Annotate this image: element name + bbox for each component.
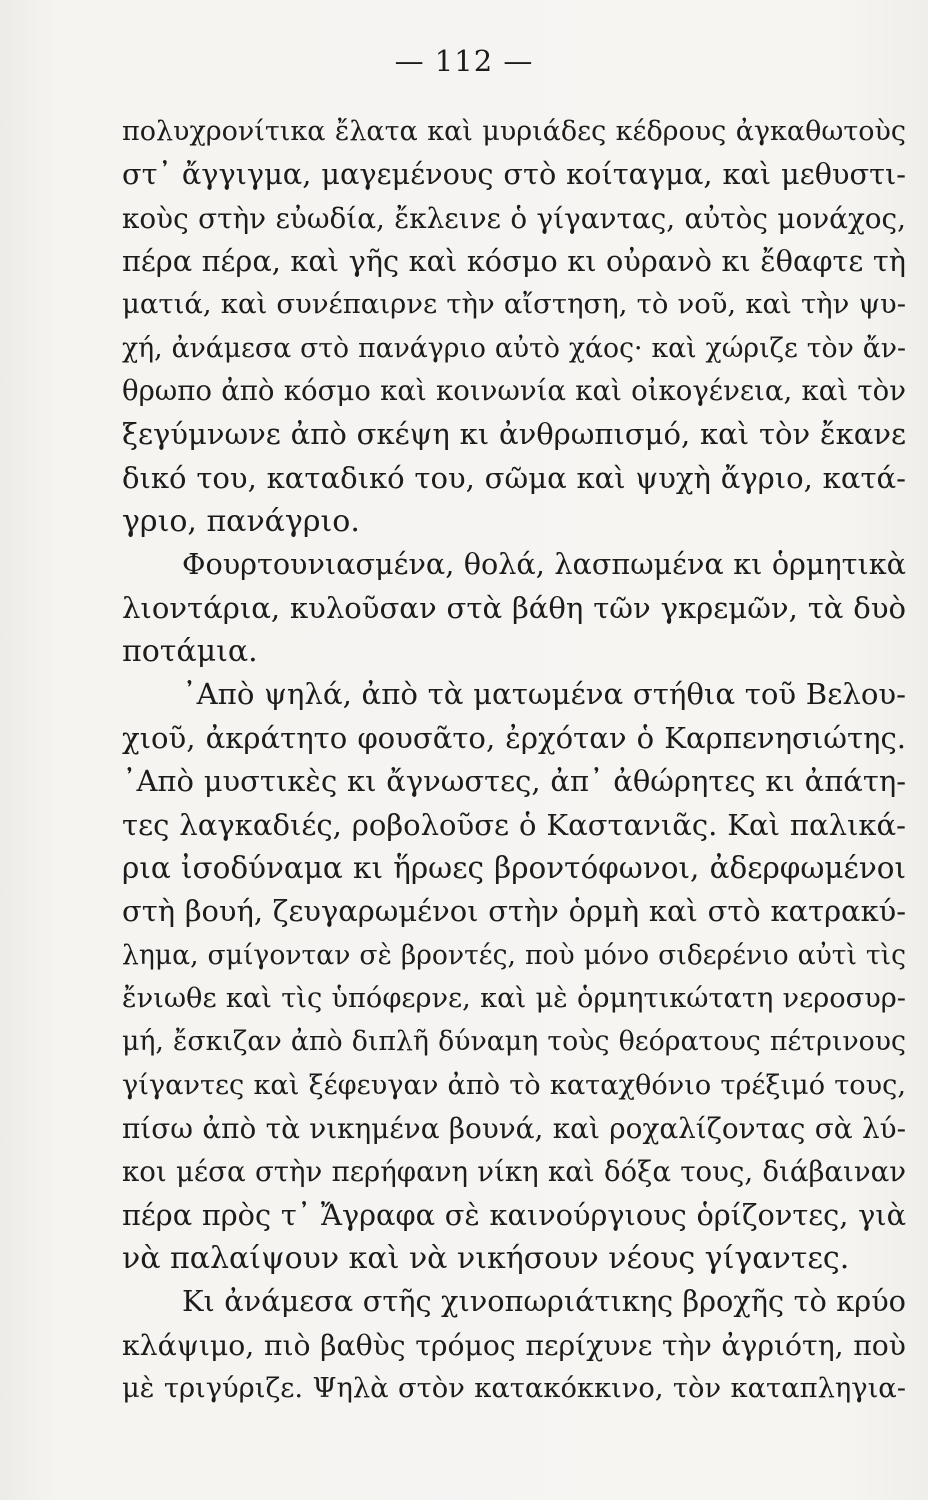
text-line: μὲ τριγύριζε. Ψηλὰ στὸν κατακόκκινο, τὸν καταπληγια- (122, 1372, 906, 1404)
text-line: ἔνιωθε καὶ τὶς ὑπόφερνε, καὶ μὲ ὁρμητικώτατη νεροσυρ- (122, 982, 906, 1014)
paragraph-first-line: ᾿Απὸ ψηλά, ἀπὸ τὰ ματωμένα στήθια τοῦ Βελου- (182, 677, 906, 712)
text-line: πέρα πρὸς τ᾿ Ἄγραφα σὲ καινούργιους ὁρίζοντες, γιὰ (122, 1197, 906, 1232)
text-line: χιοῦ, ἀκράτητο φουσᾶτο, ἐρχόταν ὁ Καρπενησιώτης. (122, 720, 906, 755)
text-line: στ᾿ ἄγγιγμα, μαγεμένους στὸ κοίταγμα, καὶ μεθυστι- (122, 157, 906, 192)
paragraph-end-line: γριο, πανάγριο. (122, 504, 360, 540)
text-line: ᾿Απὸ μυστικὲς κι ἄγνωστες, ἀπ᾿ ἀθώρητες κι ἀπάτη- (122, 764, 906, 799)
text-line: κοι μέσα στὴν περήφανη νίκη καὶ δόξα τους, διάβαιναν (122, 1155, 906, 1189)
text-line: μή, ἔσκιζαν ἀπὸ διπλῆ δύναμη τοὺς θεόρατους πέτρινους (122, 1026, 906, 1058)
text-line: πίσω ἀπὸ τὰ νικημένα βουνά, καὶ ροχαλίζοντας σὰ λύ- (122, 1111, 906, 1145)
paragraph-first-line: Φουρτουνιασμένα, θολά, λασπωμένα κι ὁρμητικὰ (182, 547, 906, 582)
text-line: θρωπο ἀπὸ κόσμο καὶ κοινωνία καὶ οἰκογένεια, καὶ τὸν (122, 375, 906, 408)
text-line: δικό του, καταδικό του, σῶμα καὶ ψυχὴ ἄγριο, κατά- (122, 460, 906, 495)
text-line: τες λαγκαδιές, ροβολοῦσε ὁ Καστανιᾶς. Καὶ παλικά- (122, 807, 906, 842)
text-line: πολυχρονίτικα ἔλατα καὶ μυριάδες κέδρους ἀγκαθωτοὺς (122, 116, 906, 147)
text-line: πέρα πέρα, καὶ γῆς καὶ κόσμο κι οὐρανὸ κι ἔθαφτε τὴ (122, 244, 906, 279)
text-line: λιοντάρια, κυλοῦσαν στὰ βάθη τῶν γκρεμῶν, τὰ δυὸ (122, 590, 906, 625)
text-line: ματιά, καὶ συνέπαιρνε τὴν αἴστηση, τὸ νοῦ, καὶ τὴν ψυ- (122, 289, 906, 321)
text-line: λημα, σμίγονταν σὲ βροντές, ποὺ μόνο σιδερένιο αὐτὶ τὶς (122, 939, 906, 971)
paragraph-first-line: Κι ἀνάμεσα στῆς χινοπωριάτικης βροχῆς τὸ κρύο (182, 1284, 906, 1319)
text-line: ρια ἰσοδύναμα κι ἥρωες βροντόφωνοι, ἀδερφωμένοι (122, 850, 906, 885)
text-line: κλάψιμο, πιὸ βαθὺς τρόμος περίχυνε τὴν ἀγριότη, ποὺ (122, 1328, 906, 1362)
text-line: στὴ βουή, ζευγαρωμένοι στὴν ὁρμὴ καὶ στὸ κατρακύ- (122, 894, 906, 929)
paragraph-end-line: νὰ παλαίψουν καὶ νὰ νικήσουν νέους γίγαντες. (122, 1240, 850, 1276)
text-line: κοὺς στὴν εὐωδία, ἔκλεινε ὁ γίγαντας, αὐτὸς μονάχος, (122, 201, 906, 235)
page-number: — 112 — (394, 44, 534, 78)
text-line: γίγαντες καὶ ξέφευγαν ἀπὸ τὸ καταχθόνιο τρέξιμό τους, (122, 1069, 906, 1101)
text-line: ξεγύμνωνε ἀπὸ σκέψη κι ἀνθρωπισμό, καὶ τὸν ἔκανε (122, 417, 906, 452)
text-line: χή, ἀνάμεσα στὸ πανάγριο αὐτὸ χάος· καὶ χώριζε τὸν ἄν- (122, 332, 906, 364)
body-text (122, 110, 906, 1410)
paragraph-end-line: ποτάμια. (122, 634, 258, 670)
